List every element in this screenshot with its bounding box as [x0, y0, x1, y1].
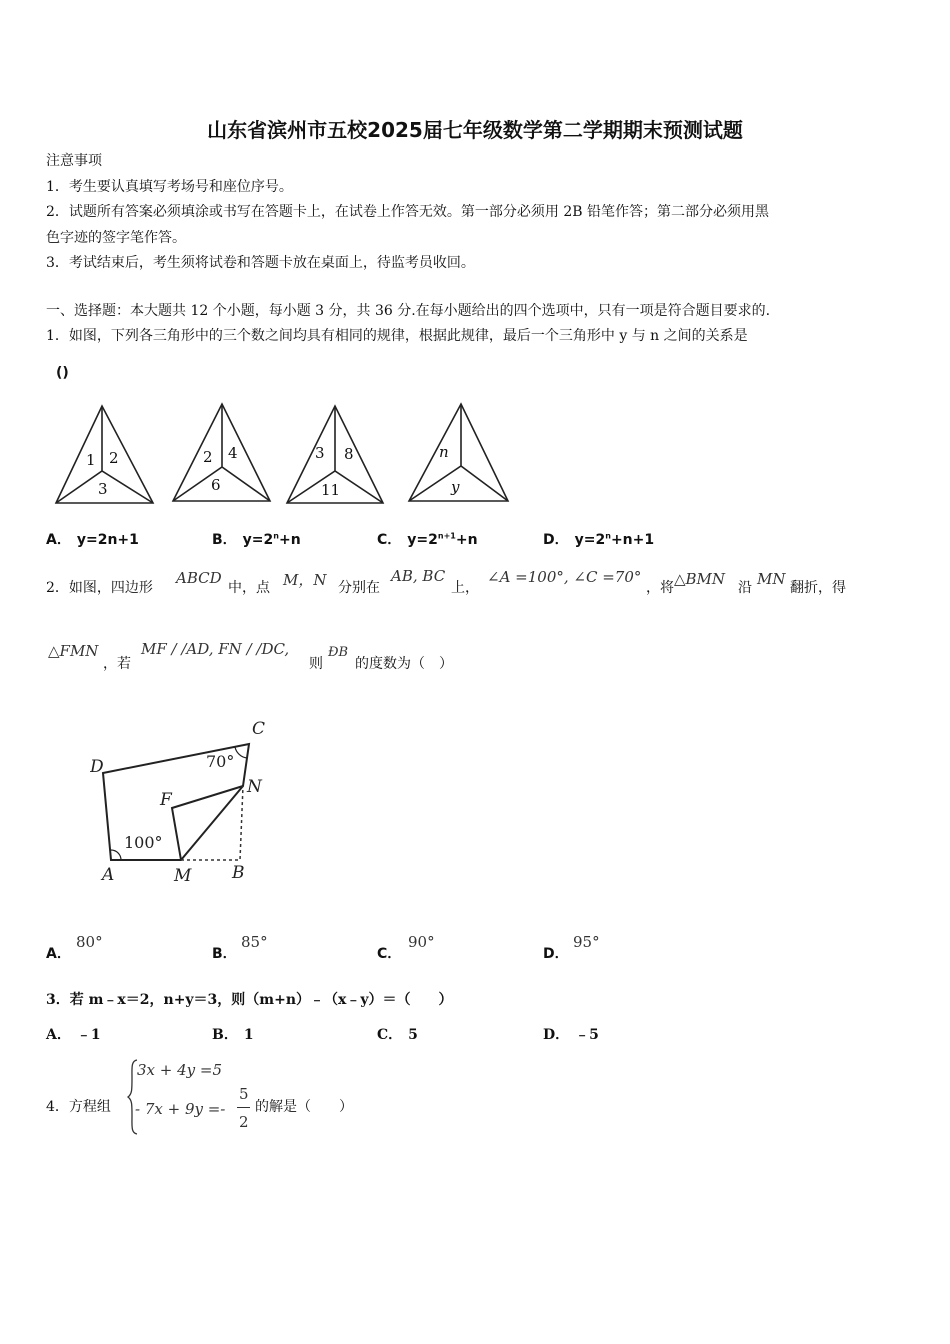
- q2-text: 的度数为（ ）: [355, 656, 453, 672]
- q2-math: ∠A =100°, ∠C =70°: [487, 568, 642, 586]
- q1-option-c[interactable]: C． $y=2^{n+1}+n$: [377, 531, 478, 548]
- q2-text: 沿: [738, 580, 752, 596]
- notice-item: 色字迹的签字笔作答。: [46, 230, 186, 246]
- tri3-a: 3: [315, 444, 325, 462]
- q2-text: 翻折，得: [790, 580, 846, 596]
- q1-option-b[interactable]: B． $y=2^n+n$: [212, 531, 301, 548]
- q2-text: 中，点: [228, 580, 270, 596]
- q3-option-b[interactable]: B． 1: [212, 1027, 254, 1043]
- q2-option-b-value: 85°: [241, 933, 268, 951]
- q2-option-a-value: 80°: [76, 933, 103, 951]
- section-heading: 一、选择题：本大题共 12 个小题，每小题 3 分，共 36 分.在每小题给出的四个选项中，只有一项是符合题目要求的.: [46, 303, 771, 319]
- question-1-stem: 1．如图，下列各三角形中的三个数之间均具有相同的规律，根据此规律，最后一个三角形中 y 与 n 之间的关系是: [46, 328, 748, 344]
- tri2-b: 4: [228, 444, 238, 462]
- q2-math: ÐB: [328, 645, 349, 660]
- label-m: M: [174, 866, 192, 886]
- q1-option-a[interactable]: A． y=2n+1: [46, 532, 139, 548]
- q2-option-c-value: 90°: [408, 933, 435, 951]
- notice-heading: 注意事项: [46, 153, 102, 169]
- q3-option-a[interactable]: A． ﹣1: [46, 1027, 101, 1043]
- q2-math: MN: [757, 570, 786, 588]
- q1-option-d[interactable]: D． $y=2^n+n+1$: [543, 531, 655, 548]
- question-4-tail: 的解是（ ）: [255, 1099, 353, 1115]
- label-a: A: [102, 865, 115, 885]
- fraction-numerator: 5: [239, 1085, 249, 1103]
- tri2-a: 2: [203, 448, 213, 466]
- fraction-bar: [237, 1107, 250, 1108]
- q2-text: 上，: [451, 580, 479, 596]
- q2-option-c-label[interactable]: C．: [377, 946, 402, 962]
- angle-a-label: 100°: [124, 833, 163, 852]
- equation-1: 3x + 4y =5: [137, 1061, 223, 1079]
- notice-item: 3．考试结束后，考生须将试卷和答题卡放在桌面上，待监考员收回。: [46, 255, 475, 271]
- q2-text: 则: [309, 656, 323, 672]
- tri4-a: n: [439, 443, 449, 461]
- q2-text: ，将: [646, 580, 674, 596]
- q2-text: 2．如图，四边形: [46, 580, 153, 596]
- question-3-stem: 3．若 m﹣x＝2，n+y＝3，则（m+n）﹣（x﹣y）＝（ ）: [46, 992, 453, 1008]
- q2-math: ABCD: [176, 569, 222, 587]
- label-b: B: [232, 863, 245, 883]
- q2-option-b-label[interactable]: B．: [212, 946, 237, 962]
- question-4-lead: 4．方程组: [46, 1099, 111, 1115]
- tri1-a: 1: [86, 451, 96, 469]
- tri2-c: 6: [211, 476, 221, 494]
- q2-math: AB, BC: [391, 567, 446, 585]
- q2-text: ，若: [103, 656, 131, 672]
- q2-option-d-label[interactable]: D．: [543, 946, 569, 962]
- question-2-figure: [90, 710, 290, 890]
- fraction-denominator: 2: [239, 1113, 249, 1131]
- q3-option-c[interactable]: C． 5: [377, 1027, 418, 1043]
- q2-math: △FMN: [48, 642, 99, 660]
- tri1-b: 2: [109, 449, 119, 467]
- q2-text: 分别在: [338, 580, 380, 596]
- q3-option-d[interactable]: D． ﹣5: [543, 1027, 599, 1043]
- tri4-c: y: [451, 478, 460, 496]
- tri3-b: 8: [344, 445, 354, 463]
- notice-item: 2．试题所有答案必须填涂或书写在答题卡上，在试卷上作答无效。第一部分必须用 2B 铅笔作答；第二部分必须用黑: [46, 204, 769, 220]
- q2-option-a-label[interactable]: A．: [46, 946, 71, 962]
- q2-math: △BMN: [674, 570, 726, 588]
- label-f: F: [160, 790, 172, 810]
- page-title: 山东省滨州市五校2025届七年级数学第二学期期末预测试题: [207, 118, 743, 142]
- q2-option-d-value: 95°: [573, 933, 600, 951]
- label-n: N: [247, 777, 262, 797]
- q2-math: M，N: [283, 571, 327, 589]
- equation-2: - 7x + 9y =-: [135, 1100, 226, 1118]
- question-1-triangles: [50, 400, 520, 510]
- q2-math: MF / /AD, FN / /DC,: [141, 640, 290, 658]
- tri1-c: 3: [98, 480, 108, 498]
- label-c: C: [252, 719, 266, 739]
- notice-item: 1．考生要认真填写考场号和座位序号。: [46, 179, 293, 195]
- question-1-paren: (): [56, 365, 69, 381]
- label-d: D: [90, 757, 104, 777]
- tri3-c: 11: [321, 481, 341, 499]
- angle-c-label: 70°: [206, 752, 235, 771]
